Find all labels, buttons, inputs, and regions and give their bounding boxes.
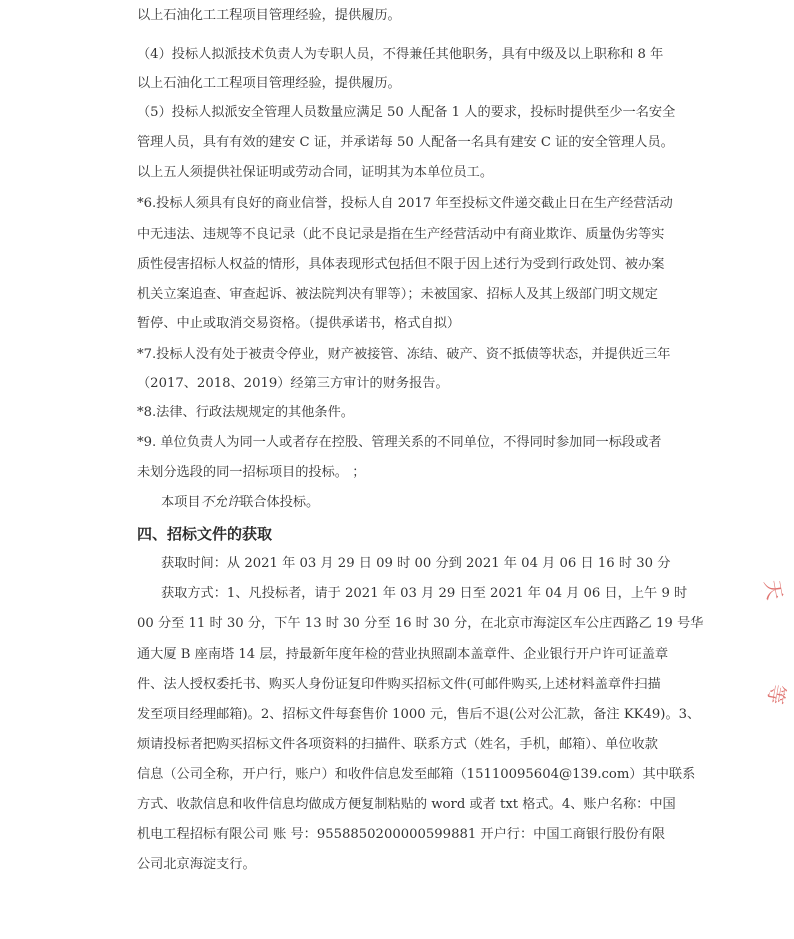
text-line: *7.投标人没有处于被责令停业，财产被接管、冻结、破产、资不抵债等状态，并提供近三年 — [137, 347, 671, 362]
text-line: 通大厦 B 座南塔 14 层，持最新年度年检的营业执照副本盖章件、企业银行开户许可证盖章 — [137, 647, 669, 662]
text-line: *8.法律、行政法规规定的其他条件。 — [137, 405, 354, 420]
text-line: 机关立案追查、审查起诉、被法院判决有罪等）；未被国家、招标人及其上级部门明文规定 — [137, 287, 658, 302]
text-line: （4）投标人拟派技术负责人为专职人员，不得兼任其他职务，具有中级及以上职称和 8 年 — [137, 47, 664, 62]
text-line: 获取方式：1、凡投标者，请于 2021 年 03 月 29 日至 2021 年 04 月 06 日，上午 9 时 — [161, 586, 688, 601]
text-line: 机电工程招标有限公司 账 号：9558850200000599881 开户行：中国工商银行股份有限 — [137, 827, 666, 842]
consortium-note — [161, 494, 319, 512]
consortium-suffix: 联合体投标。 — [240, 495, 320, 510]
text-line: 质性侵害招标人权益的情形，具体表现形式包括但不限于因上述行为受到行政处罚、被办案 — [137, 257, 665, 272]
consortium-italic: 不允许 — [200, 495, 241, 510]
text-line: *9. 单位负责人为同一人或者存在控股、管理关系的不同单位，不得同时参加同一标段或者 — [137, 435, 662, 450]
consortium-prefix: 本项目 — [161, 495, 201, 510]
text-line: 方式、收款信息和收件信息均做成方便复制粘贴的 word 或者 txt 格式。4、账户名称：中国 — [137, 797, 676, 812]
text-line: 获取时间：从 2021 年 03 月 29 日 09 时 00 分到 2021 年 04 月 06 日 16 时 30 分 — [161, 556, 671, 571]
text-line: 发至项目经理邮箱)。2、招标文件每套售价 1000 元，售后不退(公对公汇款，备注 KK49)。3、 — [137, 707, 701, 722]
text-line: 以上五人须提供社保证明或劳动合同，证明其为本单位员工。 — [137, 165, 494, 180]
text-line: （5）投标人拟派安全管理人员数量应满足 50 人配备 1 人的要求，投标时提供至少一名安全 — [137, 105, 676, 120]
text-line: 烦请投标者把购买招标文件各项资料的扫描件、联系方式（姓名，手机，邮箱）、单位收款 — [137, 737, 658, 752]
section-heading: 四、招标文件的获取 — [137, 525, 273, 543]
text-line: 管理人员，具有有效的建安 C 证，并承诺每 50 人配备一名具有建安 C 证的安全管理人员。 — [137, 135, 674, 150]
stamp-fragment: 天 — [759, 577, 788, 602]
text-line: *6.投标人须具有良好的商业信誉，投标人自 2017 年至投标文件递交截止日在生产经营活动 — [137, 196, 673, 211]
text-line: 未划分选段的同一招标项目的投标。 ； — [137, 465, 366, 480]
stamp-fragment: 等 — [762, 682, 791, 707]
text-line: 00 分至 11 时 30 分，下午 13 时 30 分至 16 时 30 分，在北京市海淀区车公庄西路乙 19 号华 — [137, 616, 704, 631]
text-line: 公司北京海淀支行。 — [137, 857, 256, 872]
text-line: 信息（公司全称，开户行，账户）和收件信息发至邮箱（15110095604@139.com）其中联系 — [137, 767, 696, 782]
text-line: 暂停、中止或取消交易资格。（提供承诺书，格式自拟） — [137, 316, 461, 331]
text-line: 中无违法、违规等不良记录（此不良记录是指在生产经营活动中有商业欺诈、质量伪劣等实 — [137, 227, 665, 242]
text-line: 件、法人授权委托书、购买人身份证复印件购买招标文件(可邮件购买,上述材料盖章件扫描 — [137, 677, 661, 692]
text-line: 以上石油化工工程项目管理经验，提供履历。 — [137, 76, 401, 91]
text-line: 以上石油化工工程项目管理经验，提供履历。 — [137, 8, 401, 23]
text-line: （2017、2018、2019）经第三方审计的财务报告。 — [137, 376, 449, 391]
